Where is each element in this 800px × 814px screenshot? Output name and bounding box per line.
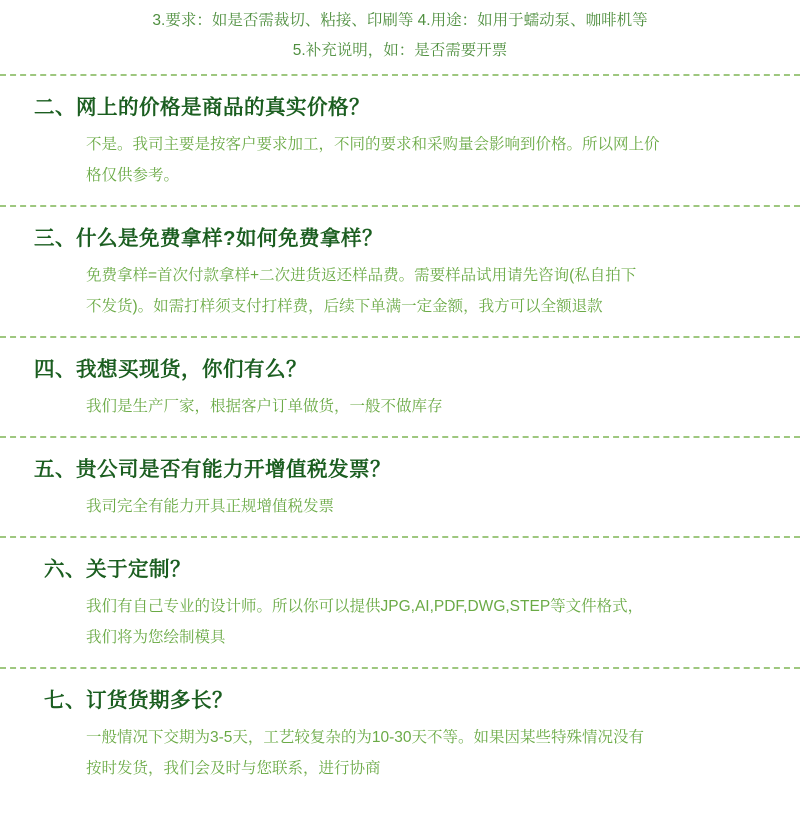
section-divider: [0, 74, 800, 76]
section-divider: [0, 436, 800, 438]
faq-answer-line: 我司完全有能力开具正规增值税发票: [86, 498, 335, 515]
intro-block: [0, 0, 800, 66]
faq-answer: [86, 591, 752, 653]
intro-line-2: 5.补充说明，如：是否需要开票: [292, 42, 508, 59]
faq-question: 七、订货货期多长？: [44, 689, 233, 712]
faq-question: 四、我想买现货，你们有么？: [34, 358, 307, 381]
faq-answer: [86, 129, 752, 191]
faq-item-6: [0, 683, 800, 784]
faq-answer-line: 我们是生产厂家，根据客户订单做货，一般不做库存: [86, 398, 443, 415]
faq-question: 五、贵公司是否有能力开增值税发票？: [34, 458, 391, 481]
faq-question: 三、什么是免费拿样?如何免费拿样？: [34, 227, 384, 250]
faq-question: 二、网上的价格是商品的真实价格？: [34, 96, 370, 119]
faq-item-5: [0, 552, 800, 653]
section-divider: [0, 336, 800, 338]
faq-answer-line: 一般情况下交期为3-5天，工艺较复杂的为10-30天不等。如果因某些特殊情况没有: [86, 729, 645, 746]
faq-answer-line: 格仅供参考。: [86, 167, 180, 184]
faq-answer-line: 按时发货，我们会及时与您联系，进行协商: [86, 760, 381, 777]
section-divider: [0, 536, 800, 538]
section-divider: [0, 667, 800, 669]
faq-answer: [86, 260, 752, 322]
faq-item-4: [0, 452, 800, 522]
faq-answer-line: 不发货)。如需打样须支付打样费，后续下单满一定金额，我方可以全额退款: [86, 298, 603, 315]
faq-item-1: [0, 90, 800, 191]
intro-line-1: 3.要求：如是否需裁切、粘接、印刷等 4.用途：如用于蠕动泵、咖啡机等: [152, 12, 648, 29]
faq-answer: [86, 491, 752, 522]
faq-answer: [86, 722, 752, 784]
faq-answer-line: 我们将为您绘制模具: [86, 629, 226, 646]
faq-answer: [86, 391, 752, 422]
faq-answer-line: 不是。我司主要是按客户要求加工，不同的要求和采购量会影响到价格。所以网上价: [86, 136, 660, 153]
faq-item-3: [0, 352, 800, 422]
section-divider: [0, 205, 800, 207]
faq-item-2: [0, 221, 800, 322]
faq-answer-line: 免费拿样=首次付款拿样+二次进货返还样品费。需要样品试用请先咨询(私自拍下: [86, 267, 637, 284]
faq-question: 六、关于定制？: [44, 558, 191, 581]
faq-answer-line: 我们有自己专业的设计师。所以你可以提供JPG,AI,PDF,DWG,STEP等文件格式，: [86, 598, 644, 615]
